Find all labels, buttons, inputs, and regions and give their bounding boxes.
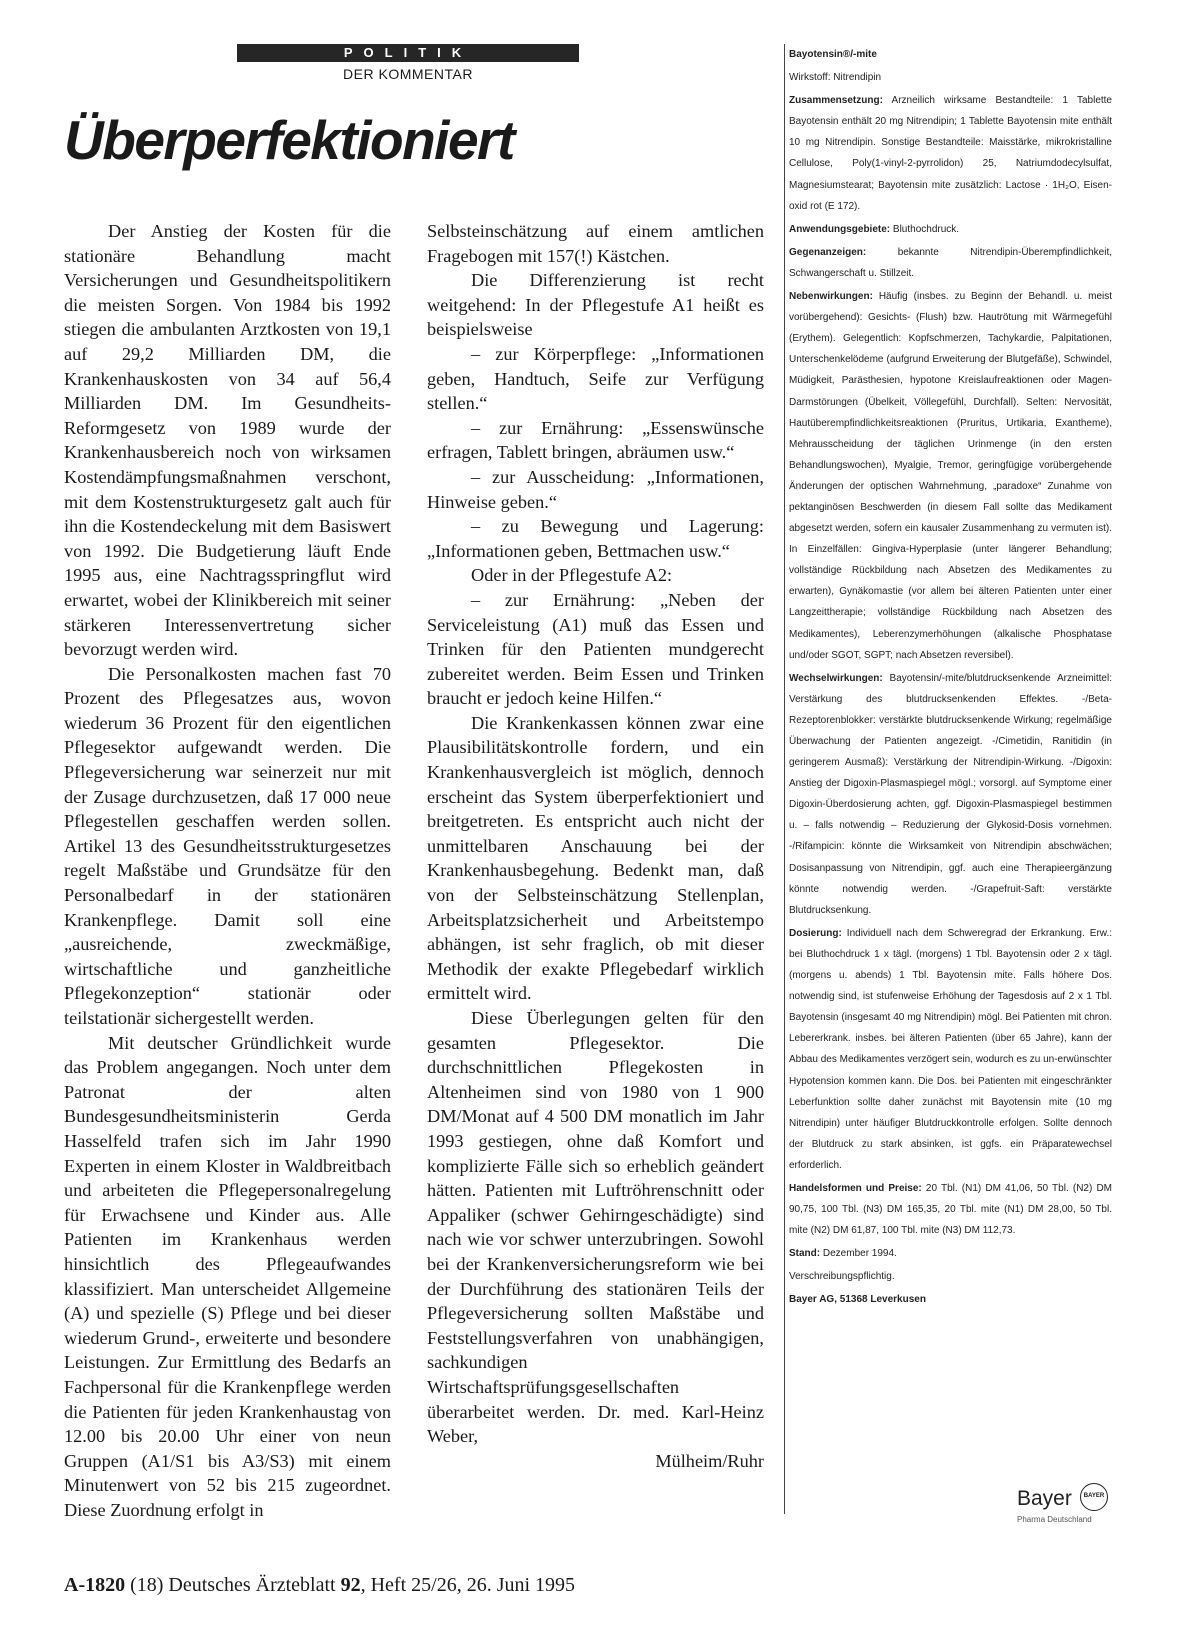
ad-text: Arzneilich wirksame Bestandteile: 1 Tablette Bayotensin enthält 20 mg Nitrendipin; 1 Tablette Bayotensin mite enthält 10 mg Nitrendipin. Sonstige Bestandteile: Maisstärke, mikrokristalline Cellulose, Poly(1-vinyl-2-pyrrolidon) 25, Natriumdodecylsulfat, Magnesiumstearat; Bayotensin mite zusätzlich: Lactose · 1H₂O, Eisen-oxid rot (E 172). (789, 95, 1112, 212)
ad-text: 20 Tbl. (N1) DM 41,06, 50 Tbl. (N2) DM 90,75, 100 Tbl. (N3) DM 165,35, 20 Tbl. mite (N1) DM 28,00, 50 Tbl. mite (N2) DM 61,87, 100 Tbl. mite (N3) DM 112,73. (789, 1182, 1112, 1237)
ad-text: Dezember 1994. (822, 1248, 897, 1260)
article-column-1 (64, 219, 391, 1522)
ad-wirkstoff: Wirkstoff: Nitrendipin (789, 72, 882, 84)
footer-text: (18) Deutsches Ärzteblatt (125, 1574, 341, 1596)
bayer-logo (1017, 1479, 1113, 1529)
drug-ad-panel (789, 44, 1112, 1313)
bayer-subline: Pharma Deutschland (1017, 1515, 1092, 1524)
paragraph: Die Krankenkassen können zwar eine Plausibilitätskontrolle fordern, und ein Krankenhausvergleich ist möglich, dennoch erscheint das System überperfektioniert und breitgetreten. Es entspricht auch nicht der unmittelbaren Anschauung bei der Krankenhausbegehung. Bedenkt man, daß von der Selbsteinschätzung Stellenplan, Arbeitsplatzsicherheit und Arbeitstempo abhängen, ist sehr fraglich, ob mit dieser Methodik der exakte Pflegebedarf wirklich ermittelt wird. (427, 712, 764, 1004)
ad-text: Individuell nach dem Schweregrad der Erkrankung. Erw.: bei Bluthochdruck 1 x tägl. (morgens) 1 Tbl. Bayotensin oder 2 x tägl. (morgens u. abends) 1 Tbl. Bayotensin mite. Falls höhere Dos. notwendig sind, ist stufenweise Erhöhung der Tagesdosis auf 2 x 1 Tbl. Bayotensin (insgesamt 40 mg Nitrendipin) mögl. Bei Patienten mit chron. Lebererkrank. insbes. bei älteren Patienten (über 65 Jahre), kann der Abbau des Medikamentes verzögert sein, wodurch es zu un-erwünschter Hypotension kommen kann. Die Dos. bei Patienten mit eingeschränkter Leberfunktion sollte daher zunächst mit Bayotensin mite (10 mg Nitrendipin) unter häufiger Blutdruckkontrolle erfolgen. Sollte dennoch der Blutdruck zu stark absinken, ist ggfs. ein Präparatewechsel erforderlich. (789, 927, 1112, 1171)
journal-volume: 92 (340, 1574, 361, 1596)
ad-label: Stand: (789, 1248, 821, 1260)
ad-label: Dosierung: (789, 927, 842, 939)
paragraph: Selbsteinschätzung auf einem amtlichen Fragebogen mit 157(!) Kästchen. (427, 221, 764, 266)
author-city: Mülheim/Ruhr (655, 1450, 764, 1471)
bayer-cross-icon: BAYER (1080, 1483, 1108, 1511)
paragraph: Oder in der Pflegestufe A2: (471, 565, 673, 586)
paragraph: Der Anstieg der Kosten für die stationäre Behandlung macht Versicherungen und Gesundheitspolitikern die meisten Sorgen. Von 1984 bis 1992 stiegen die ambulanten Arztkosten von 19,1 auf 29,2 Milliarden DM, die Krankenhauskosten von 34 auf 56,4 Milliarden DM. Im Gesundheits-Reformgesetz von 1989 wurde der Krankenhausbereich noch von wirksamen Kostendämpfungsmaßnahmen verschont, mit dem Kostenstrukturgesetz galt auch für ihn die Kostendeckelung mit dem Basiswert von 1992. Die Budgetierung läuft Ende 1995 aus, eine Nachtragsspringflut wird erwartet, wobei der Klinikbereich mit seiner stärkeren Interessenvertretung sicher bevorzugt werden wird. (64, 221, 391, 660)
paragraph: Die Differenzierung ist recht weitgehend: In der Pflegestufe A1 heißt es beispielsweise (427, 270, 764, 340)
ad-product-name: Bayotensin®/-mite (789, 49, 877, 60)
paragraph: – zu Bewegung und Lagerung: „Informationen geben, Bettmachen usw.“ (427, 516, 764, 561)
paragraph: – zur Ernährung: „Essenswünsche erfragen, Tablett bringen, abräumen usw.“ (427, 417, 764, 463)
ad-prescription-note: Verschreibungspflichtig. (789, 1271, 895, 1283)
ad-divider (784, 44, 786, 1514)
ad-label: Anwendungsgebiete: (789, 223, 891, 235)
ad-label: Nebenwirkungen: (789, 291, 873, 303)
ad-label: Handelsformen und Preise: (789, 1182, 922, 1194)
ad-company: Bayer AG, 51368 Leverkusen (789, 1294, 926, 1306)
paragraph: – zur Körperpflege: „Informationen geben, Handtuch, Seife zur Verfügung stellen.“ (427, 343, 764, 414)
paragraph: Mit deutscher Gründlichkeit wurde das Problem angegangen. Noch unter dem Patronat der alten Bundesgesundheitsministerin Gerda Hasselfeld trafen sich im Jahr 1990 Experten in einem Kloster in Waldbreitbach und arbeiteten die Pflegepersonalregelung für Erwachsene und Kinder aus. Alle Patienten im Krankenhaus werden hinsichtlich des Pflegeaufwandes klassifiziert. Man unterscheidet Allgemeine (A) und spezielle (S) Pflege und bei dieser wiederum Grund-, erweiterte und besondere Leistungen. Zur Ermittlung des Bedarfs an Fachpersonal für die Krankenpflege werden die Patienten für jeden Krankenhaustag von 12.00 bis 20.00 Uhr einer von neun Gruppen (A1/S1 bis A3/S3) mit einem Minutenwert von 52 bis 215 zugeordnet. Diese Zuordnung erfolgt in (64, 1032, 391, 1520)
paragraph: – zur Ernährung: „Neben der Serviceleistung (A1) muß das Essen und Trinken für den Patienten mundgerecht zubereitet werden. Beim Essen und Trinken braucht er jedoch keine Hilfen.“ (427, 589, 764, 709)
page-footer (64, 1574, 575, 1597)
paragraph: Die Personalkosten machen fast 70 Prozent des Pflegesatzes aus, wovon wiederum 36 Prozent für den eigentlichen Pflegesektor aufgewandt werden. Die Pflegeversicherung war seinerzeit nur mit der Zusage durchzusetzen, daß 17 000 neue Pflegestellen geschaffen werden sollen. Artikel 13 des Gesundheitsstrukturgesetzes regelt Maßstäbe und Grundsätze für den Personalbedarf in der stationären Krankenpflege. Damit soll eine „ausreichende, zweckmäßige, wirtschaftliche und ganzheitliche Pflegekonzeption“ stationär oder teilstationär sichergestellt werden. (64, 663, 391, 1028)
bayer-wordmark: Bayer (1017, 1487, 1072, 1510)
ad-label: Gegenanzeigen: (789, 246, 867, 258)
section-subrubric: DER KOMMENTAR (343, 66, 473, 82)
ad-text: bekannte Nitrendipin-Überempfindlichkeit, Schwangerschaft u. Stillzeit. (789, 246, 1112, 279)
ad-text: Bayotensin/-mite/blutdrucksenkende Arzneimittel: Verstärkung des blutdrucksenkenden Effektes. -/Beta-Rezeptorenblokker: verstärkte blutdrucksenkende Wirkung; regelmäßige Überwachung der Patienten angezeigt. -/Cimetidin, Ranitidin (in geringerem Ausmaß): Verstärkung der Nitrendipin-Wirkung. -/Digoxin: Anstieg der Digoxin-Plasmaspiegel mögl.; vorsorgl. auf Symptome einer Digoxin-Überdosierung achten, ggf. Digoxin-Plasmaspiegel bestimmen u. – falls notwendig – Reduzierung der Glykosid-Dosis vornehmen. -/Rifampicin: könnte die Wirksamkeit von Nitrendipin abschwächen; Dosisanpassung von Nitrendipin, ggf. auch eine Therapieergänzung könnte notwendig werden. -/Grapefruit-Saft: verstärkte Blutdrucksenkung. (789, 672, 1112, 916)
ad-label: Wechselwirkungen: (789, 672, 883, 684)
article-column-2 (427, 219, 764, 1473)
paragraph: Diese Überlegungen gelten für den gesamten Pflegesektor. Die durchschnittlichen Pflegekosten in Altenheimen sind von 1980 von 1 900 DM/Monat auf 4 500 DM monatlich im Jahr 1993 gestiegen, ohne daß Komfort und komplizierte Fälle sich so erheblich geändert hätten. Patienten mit Luftröhrenschnitt oder Appaliker (schwer Gehirngeschädigte) sind nach wie vor schwer unterzubringen. Sowohl bei der Krankenversicherungsreform wie bei der Durchführung des stationären Teils der Pflegeversicherung sollten Maßstäbe und Feststellungsverfahren von unabhängigen, sachkundigen Wirtschaftsprüfungsgesellschaften überarbeitet werden. Dr. med. Karl-Heinz Weber, (427, 1008, 764, 1447)
article-headline: Überperfektioniert (64, 109, 514, 171)
ad-label: Zusammensetzung: (789, 95, 883, 107)
page-number: A-1820 (64, 1574, 126, 1596)
ad-text: Häufig (insbes. zu Beginn der Behandl. u. meist vorübergehend): Gesichts- (Flush) bzw. Hautrötung mit Wärmegefühl (Erythem). Gelegentlich: Kopfschmerzen, Tachykardie, Palpitationen, Unterschenkelödeme (aufgrund Erweiterung der Blutgefäße), Schwindel, Müdigkeit, Parästhesien, hypotone Kreislaufreaktionen oder Magen-Darmstörungen (Übelkeit, Völlegefühl, Durchfall). Selten: Nervosität, Hautüberempfindlichkeitsreaktionen (Pruritus, Urtikaria, Exantheme), Mehrausscheidung der täglichen Urinmenge (in den ersten Behandlungswochen), Myalgie, Tremor, geringfügige vorübergehende Änderungen der optischen Wahrnehmung, „paradoxe“ Zunahme von pektanginösen Beschwerden (in diesem Fall sollte das Medikament abgesetzt werden, sofern ein kausaler Zusammenhang zu vermuten ist). In Einzelfällen: Gingiva-Hyperplasie (unter längerer Behandlung; vollständige Rückbildung nach Absetzen des Medikamentes zu erwarten), Gynäkomastie (vor allem bei älteren Patienten unter einer Langzeittherapie; vollständige Rückbildung nach Absetzen des Medikamentes), Leberenzymerhöhungen (alkalische Phosphatase und/oder SGOT, SGPT; nach Absetzen reversibel). (789, 291, 1113, 661)
ad-text: Bluthochdruck. (892, 223, 960, 235)
section-rubric: POLITIK (237, 44, 579, 62)
paragraph: – zur Ausscheidung: „Informationen, Hinweise geben.“ (427, 466, 764, 512)
footer-issue: , Heft 25/26, 26. Juni 1995 (360, 1574, 576, 1596)
